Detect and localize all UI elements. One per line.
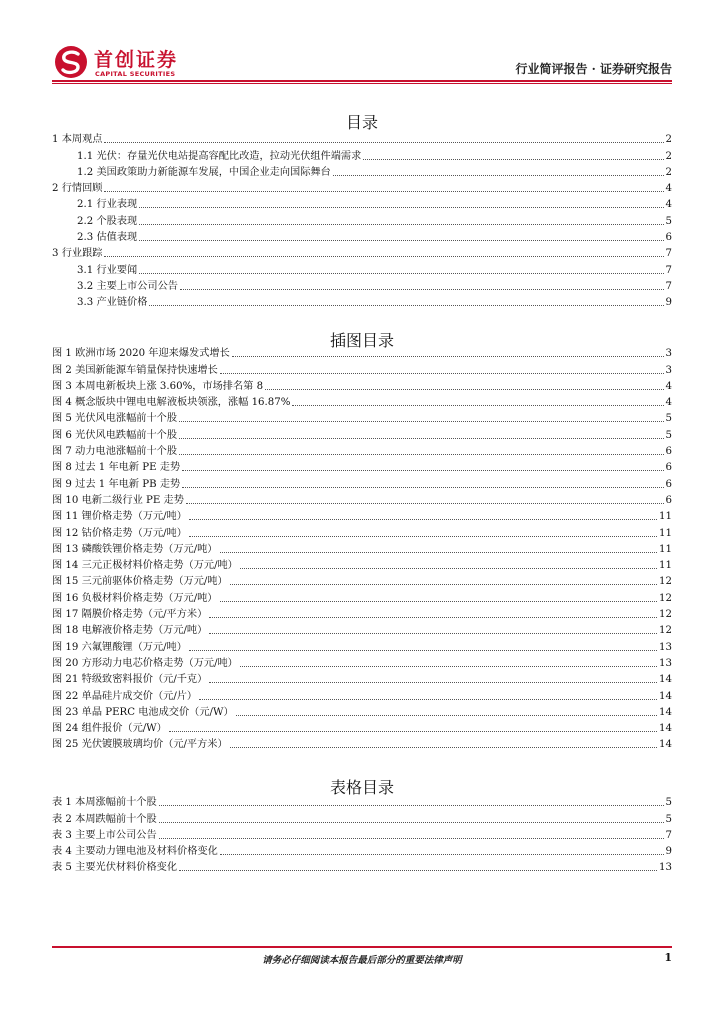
- toc-entry[interactable]: [52, 261, 672, 277]
- figure-entry[interactable]: [52, 671, 672, 687]
- figure-entry-title: 图 20 方形动力电芯价格走势（万元/吨）: [52, 657, 238, 669]
- figure-entry-title: 图 18 电解液价格走势（万元/吨）: [52, 625, 208, 637]
- toc-entry-page: 7: [665, 248, 672, 260]
- figure-entry-title: 图 6 光伏风电跌幅前十个股: [52, 429, 178, 441]
- figure-entry-page: 11: [659, 527, 672, 539]
- figure-entry-title: 图 17 隔膜价格走势（元/平方米）: [52, 609, 208, 621]
- figure-entry[interactable]: [52, 410, 672, 426]
- toc-entry-title: 3 行业跟踪: [52, 248, 103, 260]
- dot-leader: [333, 174, 664, 176]
- toc-entry-page: 2: [665, 150, 672, 162]
- figure-entry[interactable]: [52, 475, 672, 491]
- figure-entry-page: 14: [659, 690, 672, 702]
- toc-entry[interactable]: [52, 212, 672, 228]
- dot-leader: [189, 649, 657, 651]
- figure-entry-page: 14: [659, 723, 672, 735]
- header-divider: [52, 80, 672, 82]
- figure-entry-title: 图 10 电新二级行业 PE 走势: [52, 494, 184, 506]
- dot-leader: [292, 404, 663, 406]
- figure-entry-title: 图 14 三元正极材料价格走势（万元/吨）: [52, 560, 238, 572]
- figure-entry-page: 4: [665, 380, 672, 392]
- figure-entry[interactable]: [52, 622, 672, 638]
- toc-entry-page: 4: [665, 199, 672, 211]
- dot-leader: [159, 837, 664, 839]
- table-entry[interactable]: [52, 794, 672, 810]
- toc-entry-page: 7: [665, 280, 672, 292]
- footer-divider: [52, 946, 672, 948]
- figure-entry-title: 图 5 光伏风电涨幅前十个股: [52, 413, 178, 425]
- table-entry[interactable]: [52, 843, 672, 859]
- toc-entry[interactable]: [52, 245, 672, 261]
- tables-title: 表格目录: [329, 778, 394, 797]
- table-entry[interactable]: [52, 827, 672, 843]
- figure-entry[interactable]: [52, 541, 672, 557]
- dot-leader: [139, 206, 663, 208]
- toc-entry-page: 2: [665, 166, 672, 178]
- figure-entry-title: 图 21 特级致密料报价（元/千克）: [52, 674, 208, 686]
- dot-leader: [179, 420, 663, 422]
- figure-entry-title: 图 7 动力电池涨幅前十个股: [52, 446, 178, 458]
- figure-entry-title: 图 13 磷酸铁锂价格走势（万元/吨）: [52, 543, 218, 555]
- toc-entry-page: 4: [665, 183, 672, 195]
- dot-leader: [169, 730, 657, 732]
- dot-leader: [182, 469, 663, 471]
- dot-leader: [179, 437, 663, 439]
- figure-entry[interactable]: [52, 508, 672, 524]
- figure-entry-page: 3: [665, 348, 672, 360]
- figure-entry-page: 11: [659, 543, 672, 555]
- figure-entry-page: 6: [665, 446, 672, 458]
- figure-entry-title: 图 24 组件报价（元/W）: [52, 723, 167, 735]
- dot-leader: [220, 551, 658, 553]
- figure-entry-title: 图 2 美国新能源车销量保持快速增长: [52, 364, 218, 376]
- dot-leader: [230, 583, 657, 585]
- table-entry-title: 表 4 主要动力锂电池及材料价格变化: [52, 846, 218, 858]
- table-entry-title: 表 1 本周涨幅前十个股: [52, 797, 157, 809]
- figure-entry[interactable]: [52, 394, 672, 410]
- figure-entry-page: 3: [665, 364, 672, 376]
- dot-leader: [149, 304, 663, 306]
- dot-leader: [240, 665, 657, 667]
- figures-list: [52, 345, 672, 752]
- figure-entry-page: 12: [659, 592, 672, 604]
- figure-entry-page: 12: [659, 625, 672, 637]
- toc-list: [52, 131, 672, 310]
- figure-entry-page: 6: [665, 478, 672, 490]
- toc-entry[interactable]: [52, 131, 672, 147]
- figure-entry[interactable]: [52, 638, 672, 654]
- figure-entry-title: 图 11 锂价格走势（万元/吨）: [52, 511, 187, 523]
- dot-leader: [189, 518, 657, 520]
- figure-entry[interactable]: [52, 345, 672, 361]
- dot-leader: [363, 158, 663, 160]
- dot-leader: [265, 388, 663, 390]
- toc-entry-title: 1 本周观点: [52, 134, 103, 146]
- figure-entry[interactable]: [52, 361, 672, 377]
- toc-entry-title: 2.1 行业表现: [77, 199, 138, 211]
- toc-entry[interactable]: [52, 147, 672, 163]
- dot-leader: [240, 567, 657, 569]
- table-entry[interactable]: [52, 810, 672, 826]
- dot-leader: [220, 600, 658, 602]
- figure-entry[interactable]: [52, 704, 672, 720]
- toc-entry[interactable]: [52, 164, 672, 180]
- figure-entry-page: 14: [659, 739, 672, 751]
- toc-entry-page: 9: [665, 297, 672, 309]
- dot-leader: [209, 616, 657, 618]
- table-entry-title: 表 2 本周跌幅前十个股: [52, 813, 157, 825]
- figure-entry[interactable]: [52, 606, 672, 622]
- toc-entry-title: 1.2 美国政策助力新能源车发展，中国企业走向国际舞台: [77, 166, 331, 178]
- dot-leader: [220, 372, 664, 374]
- figure-entry-page: 14: [659, 706, 672, 718]
- dot-leader: [139, 239, 663, 241]
- figure-entry-page: 5: [665, 413, 672, 425]
- page-header: [52, 40, 672, 80]
- dot-leader: [230, 746, 657, 748]
- figure-entry[interactable]: [52, 655, 672, 671]
- logo-english-name: CAPITAL SECURITIES: [95, 70, 176, 78]
- dot-leader: [179, 453, 663, 455]
- toc-entry-page: 2: [665, 134, 672, 146]
- toc-entry[interactable]: [52, 196, 672, 212]
- dot-leader: [236, 714, 657, 716]
- dot-leader: [104, 255, 663, 257]
- figure-entry-page: 13: [659, 641, 672, 653]
- toc-entry[interactable]: [52, 229, 672, 245]
- page-number: 1: [664, 951, 672, 964]
- figure-entry-page: 6: [665, 494, 672, 506]
- report-type-label: 行业简评报告 · 证券研究报告: [515, 62, 672, 76]
- figure-entry-title: 图 16 负极材料价格走势（万元/吨）: [52, 592, 218, 604]
- figure-entry-page: 14: [659, 674, 672, 686]
- dot-leader: [139, 223, 663, 225]
- figure-entry-title: 图 19 六氟锂酸锂（万元/吨）: [52, 641, 187, 653]
- figure-entry-title: 图 8 过去 1 年电新 PE 走势: [52, 462, 181, 474]
- figure-entry[interactable]: [52, 557, 672, 573]
- figure-entry-page: 6: [665, 462, 672, 474]
- figure-entry[interactable]: [52, 524, 672, 540]
- dot-leader: [189, 535, 657, 537]
- table-entry-page: 5: [665, 797, 672, 809]
- figure-entry-page: 4: [665, 397, 672, 409]
- toc-entry-title: 3.3 产业链价格: [77, 297, 148, 309]
- table-entry-title: 表 5 主要光伏材料价格变化: [52, 862, 178, 874]
- dot-leader: [179, 869, 657, 871]
- figure-entry-page: 13: [659, 657, 672, 669]
- figure-entry[interactable]: [52, 426, 672, 442]
- toc-entry[interactable]: [52, 278, 672, 294]
- figure-entry-page: 5: [665, 429, 672, 441]
- header-divider-thin: [52, 83, 672, 84]
- dot-leader: [199, 698, 657, 700]
- figure-entry[interactable]: [52, 589, 672, 605]
- dot-leader: [180, 288, 664, 290]
- figure-entry-page: 11: [659, 560, 672, 572]
- figure-entry-title: 图 15 三元前驱体价格走势（万元/吨）: [52, 576, 228, 588]
- figure-entry-page: 12: [659, 609, 672, 621]
- figure-entry-title: 图 3 本周电新板块上涨 3.60%，市场排名第 8: [52, 380, 264, 392]
- figure-entry[interactable]: [52, 687, 672, 703]
- dot-leader: [104, 141, 663, 143]
- figure-entry-page: 12: [659, 576, 672, 588]
- toc-entry-title: 2 行情回顾: [52, 183, 103, 195]
- dot-leader: [209, 632, 657, 634]
- figure-entry-title: 图 9 过去 1 年电新 PB 走势: [52, 478, 181, 490]
- figure-entry[interactable]: [52, 492, 672, 508]
- capital-securities-logo-icon: [54, 45, 88, 79]
- toc-entry-title: 1.1 光伏：存量光伏电站提高容配比改造，拉动光伏组件端需求: [77, 150, 362, 162]
- dot-leader: [159, 804, 664, 806]
- legal-disclaimer-note: 请务必仔细阅读本报告最后部分的重要法律声明: [262, 955, 462, 966]
- figure-entry[interactable]: [52, 443, 672, 459]
- figure-entry[interactable]: [52, 573, 672, 589]
- tables-list: [52, 794, 672, 875]
- table-entry-page: 13: [659, 862, 672, 874]
- dot-leader: [186, 502, 664, 504]
- toc-entry-page: 6: [665, 232, 672, 244]
- dot-leader: [159, 821, 664, 823]
- toc-entry-title: 3.2 主要上市公司公告: [77, 280, 178, 292]
- table-entry-page: 9: [665, 846, 672, 858]
- dot-leader: [232, 355, 664, 357]
- toc-entry-title: 3.1 行业要闻: [77, 264, 138, 276]
- figure-entry[interactable]: [52, 720, 672, 736]
- figure-entry-page: 11: [659, 511, 672, 523]
- toc-entry[interactable]: [52, 294, 672, 310]
- toc-title: 目录: [345, 113, 378, 132]
- dot-leader: [209, 681, 657, 683]
- figure-entry[interactable]: [52, 378, 672, 394]
- figure-entry-title: 图 23 单晶 PERC 电池成交价（元/W）: [52, 706, 234, 718]
- figure-entry-title: 图 4 概念版块中锂电电解液板块领涨，涨幅 16.87%: [52, 397, 291, 409]
- toc-entry-page: 5: [665, 215, 672, 227]
- dot-leader: [220, 853, 664, 855]
- table-entry-page: 7: [665, 829, 672, 841]
- table-entry[interactable]: [52, 859, 672, 875]
- dot-leader: [104, 190, 663, 192]
- figure-entry[interactable]: [52, 736, 672, 752]
- dot-leader: [139, 272, 663, 274]
- logo-chinese-name: 首创证券: [94, 49, 179, 71]
- toc-entry-title: 2.3 估值表现: [77, 232, 138, 244]
- figure-entry-title: 图 12 钴价格走势（万元/吨）: [52, 527, 187, 539]
- figures-title: 插图目录: [329, 331, 394, 350]
- table-entry-page: 5: [665, 813, 672, 825]
- dot-leader: [182, 486, 663, 488]
- table-entry-title: 表 3 主要上市公司公告: [52, 829, 157, 841]
- figure-entry-title: 图 1 欧洲市场 2020 年迎来爆发式增长: [52, 348, 230, 360]
- toc-entry[interactable]: [52, 180, 672, 196]
- figure-entry-title: 图 25 光伏镀膜玻璃均价（元/平方米）: [52, 739, 228, 751]
- toc-entry-page: 7: [665, 264, 672, 276]
- figure-entry-title: 图 22 单晶硅片成交价（元/片）: [52, 690, 198, 702]
- figure-entry[interactable]: [52, 459, 672, 475]
- toc-entry-title: 2.2 个股表现: [77, 215, 138, 227]
